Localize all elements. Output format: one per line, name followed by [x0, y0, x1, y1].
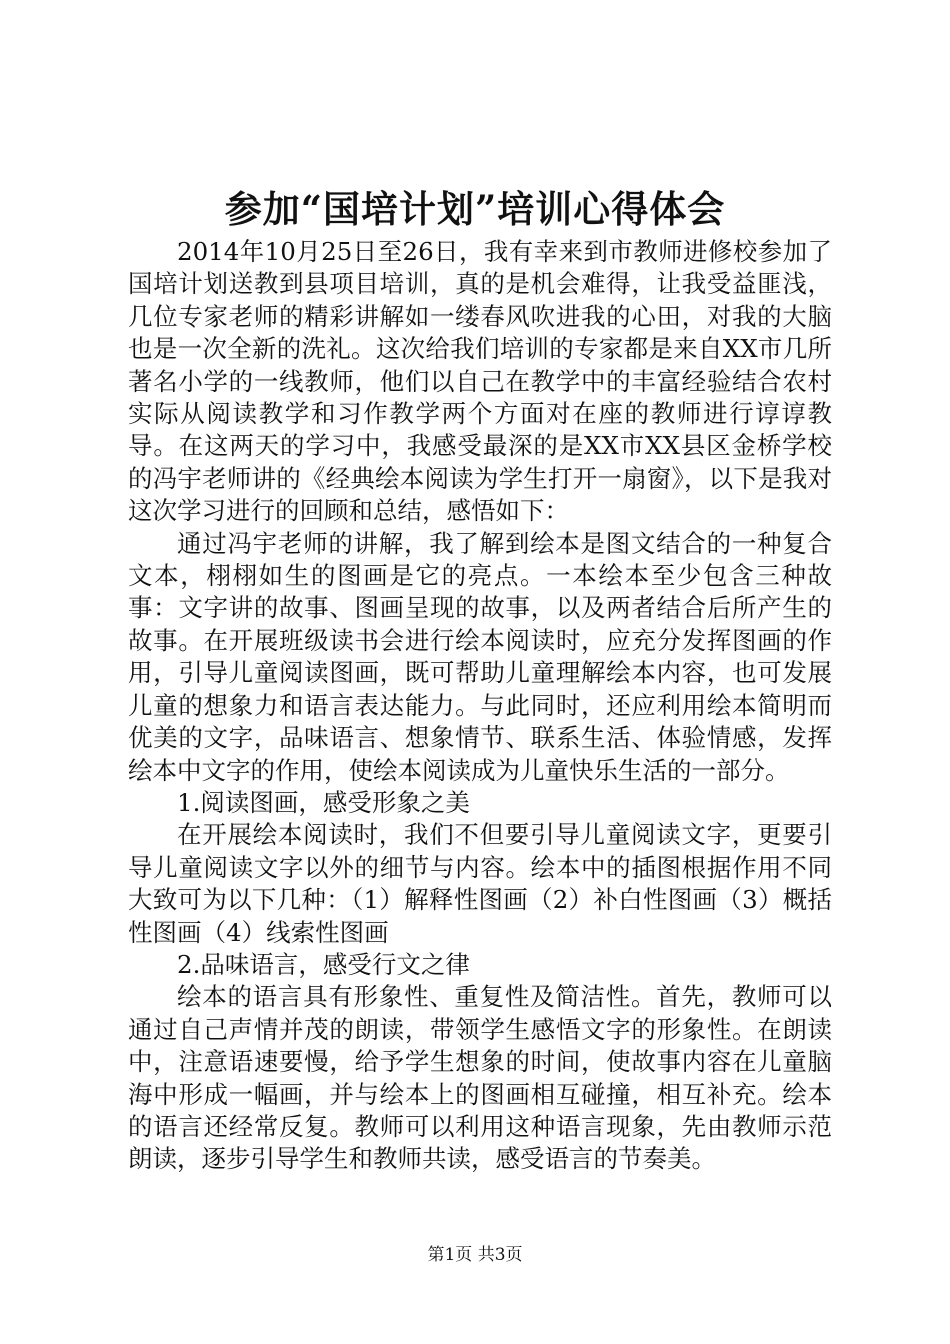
document-body — [128, 236, 832, 1176]
section-2-paragraph: 绘本的语言具有形象性、重复性及简洁性。首先，教师可以通过自己声情并茂的朗读，带领学生感悟文字的形象性。在朗读中，注意语速要慢，给予学生想象的时间，使故事内容在儿童脑海中形成一幅画，并与绘本上的图画相互碰撞，相互补充。绘本的语言还经常反复。教师可以利用这种语言现象，先由教师示范朗读，逐步引导学生和教师共读，感受语言的节奏美。 — [128, 982, 832, 1174]
picture-book-paragraph: 通过冯宇老师的讲解，我了解到绘本是图文结合的一种复合文本，栩栩如生的图画是它的亮点。一本绘本至少包含三种故事：文字讲的故事、图画呈现的故事，以及两者结合后所产生的故事。在开展班级读书会进行绘本阅读时，应充分发挥图画的作用，引导儿童阅读图画，既可帮助儿童理解绘本内容，也可发展儿童的想象力和语言表达能力。与此同时，还应利用绘本简明而优美的文字，品味语言、想象情节、联系生活、体验情感，发挥绘本中文字的作用，使绘本阅读成为儿童快乐生活的一部分。 — [128, 528, 832, 785]
intro-paragraph: 2014年10月25日至26日，我有幸来到市教师进修校参加了国培计划送教到县项目培训，真的是机会难得，让我受益匪浅，几位专家老师的精彩讲解如一缕春风吹进我的心田，对我的大脑也是一次全新的洗礼。这次给我们培训的专家都是来自XX市几所著名小学的一线教师，他们以自己在教学中的丰富经验结合农村实际从阅读教学和习作教学两个方面对在座的教师进行谆谆教导。在这两天的学习中，我感受最深的是XX市XX县区金桥学校的冯宇老师讲的《经典绘本阅读为学生打开一扇窗》，以下是我对这次学习进行的回顾和总结，感悟如下： — [128, 237, 832, 526]
document-title: 参加“国培计划”培训心得体会 — [224, 187, 726, 231]
page-number-footer: 第1页 共3页 — [427, 1245, 523, 1265]
section-heading-1: 1.阅读图画，感受形象之美 — [177, 787, 470, 817]
section-1-paragraph: 在开展绘本阅读时，我们不但要引导儿童阅读文字，更要引导儿童阅读文字以外的细节与内容。绘本中的插图根据作用不同大致可为以下几种：（1）解释性图画（2）补白性图画（3）概括性图画（4）线索性图画 — [128, 820, 832, 947]
section-heading-2: 2.品味语言，感受行文之律 — [177, 949, 470, 979]
